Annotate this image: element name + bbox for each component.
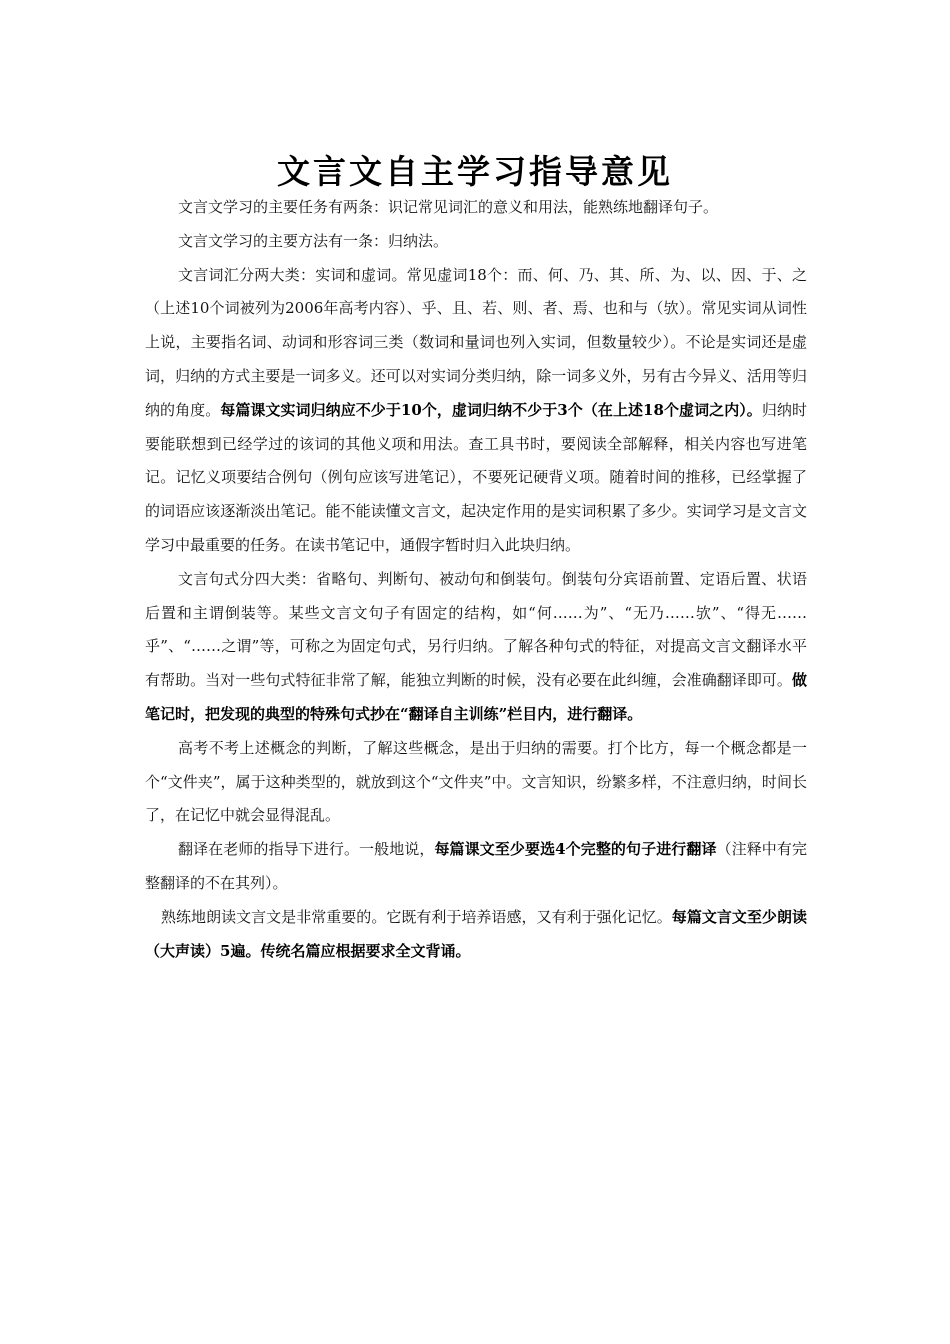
emphasis-text: 每篇课文至少要选4个完整的句子进行翻译 bbox=[434, 840, 717, 859]
body-paragraph bbox=[145, 833, 807, 901]
body-paragraph bbox=[145, 225, 807, 259]
paragraph-text: 高考不考上述概念的判断，了解这些概念，是出于归纳的需要。打个比方，每一个概念都是一个“文件夹”，属于这种类型的，就放到这个“文件夹”中。文言知识，纷繁多样，不注意归纳，时间长了，在记忆中就会显得混乱。 bbox=[145, 738, 807, 825]
document-body bbox=[145, 191, 807, 968]
paragraph-text: 熟练地朗读文言文是非常重要的。它既有利于培养语感，又有利于强化记忆。 bbox=[161, 907, 672, 926]
body-paragraph bbox=[145, 563, 807, 732]
paragraph-text: 翻译在老师的指导下进行。一般地说， bbox=[178, 840, 435, 859]
body-paragraph bbox=[145, 259, 807, 563]
paragraph-text: （注释中有完整翻译的不在其列）。 bbox=[145, 840, 807, 892]
emphasis-text: 每篇课文实词归纳应不少于10个，虚词归纳不少于3个（在上述18个虚词之内）。 bbox=[220, 400, 762, 419]
body-paragraph bbox=[145, 732, 807, 833]
paragraph-text: 文言文学习的主要任务有两条：识记常见词汇的意义和用法，能熟练地翻译句子。 bbox=[178, 198, 719, 216]
emphasis-text: 每篇文言文至少朗读（大声读）5遍。传统名篇应根据要求全文背诵。 bbox=[145, 907, 807, 960]
body-paragraph bbox=[145, 901, 807, 969]
paragraph-text: 文言词汇分两大类：实词和虚词。常见虚词18个：而、何、乃、其、所、为、以、因、于、之（上述10个词被列为2006年高考内容）、乎、且、若、则、者、焉、也和与（欤）。常见实词从词性上说，主要指名词、动词和形容词三类（数词和量词也列入实词，但数量较少）。不论是实词还是虚词，归纳的方式主要是一词多义。还可以对实词分类归纳，除一词多义外，另有古今异义、活用等归纳的角度。 bbox=[145, 265, 807, 419]
paragraph-text: 文言句式分四大类：省略句、判断句、被动句和倒装句。倒装句分宾语前置、定语后置、状语后置和主谓倒装等。某些文言文句子有固定的结构，如“何……为”、“无乃……欤”、“得无……乎”、“……之谓”等，可称之为固定句式，另行归纳。了解各种句式的特征，对提高文言文翻译水平有帮助。当对一些句式特征非常了解，能独立判断的时候，没有必要在此纠缠，会准确翻译即可。 bbox=[145, 569, 807, 690]
body-paragraph bbox=[145, 191, 807, 225]
paragraph-text: 文言文学习的主要方法有一条：归纳法。 bbox=[178, 231, 449, 250]
emphasis-text: 做笔记时，把发现的典型的特殊句式抄在“翻译自主训练”栏目内，进行翻译。 bbox=[145, 671, 807, 723]
paragraph-text: 归纳时要能联想到已经学过的该词的其他义项和用法。查工具书时，要阅读全部解释，相关内容也写进笔记。记忆义项要结合例句（例句应该写进笔记），不要死记硬背义项。随着时间的推移，已经掌握了的词语应该逐渐淡出笔记。能不能读懂文言文，起决定作用的是实词积累了多少。实词学习是文言文学习中最重要的任务。在读书笔记中，通假字暂时归入此块归纳。 bbox=[145, 400, 807, 554]
document-title: 文言文自主学习指导意见 bbox=[277, 152, 673, 192]
